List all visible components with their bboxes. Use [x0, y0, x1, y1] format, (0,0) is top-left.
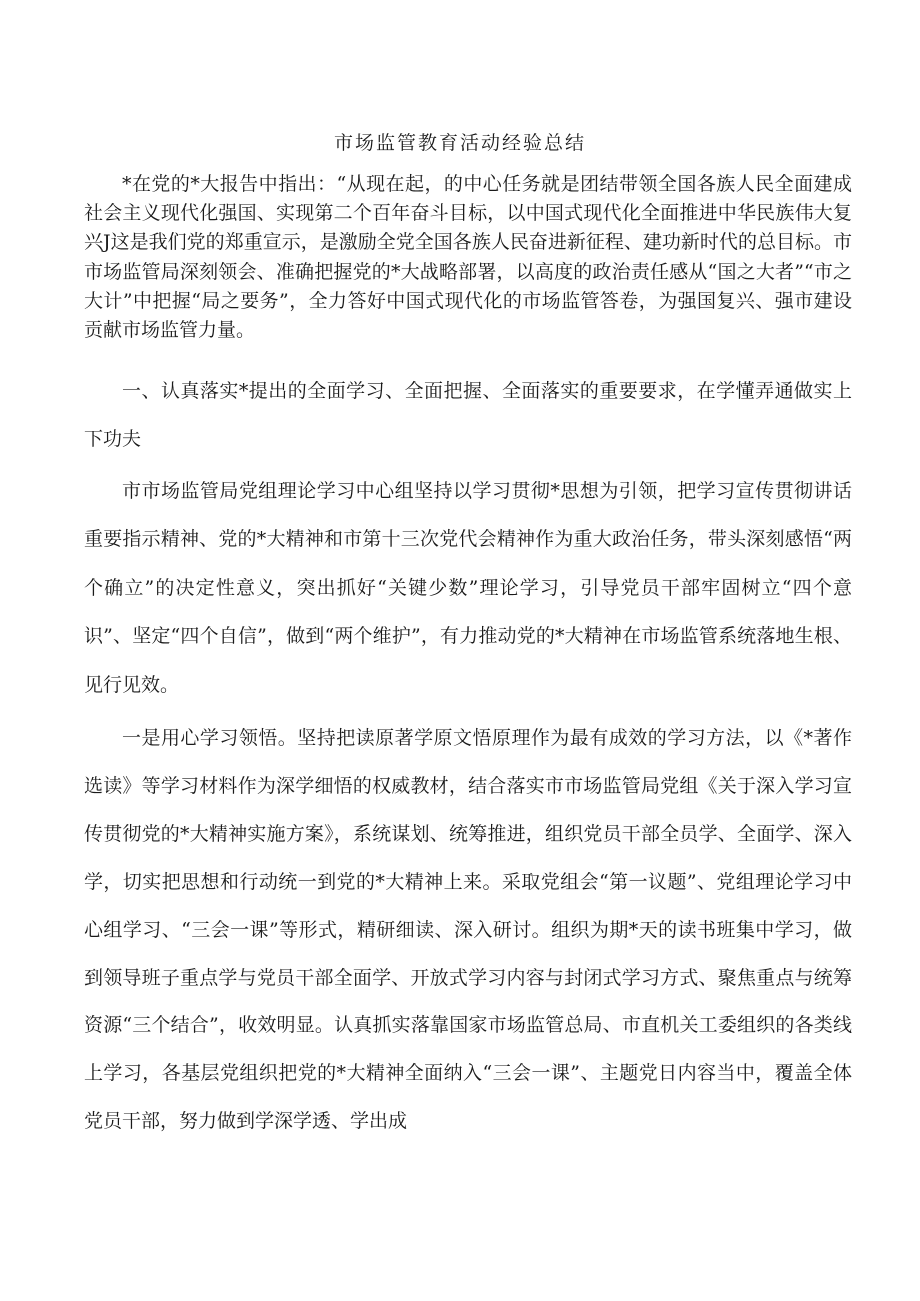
body-paragraph: 一是用心学习领悟。坚持把读原著学原文悟原理作为最有成效的学习方法，以《*著作选读》等学习材料作为深学细悟的权威教材，结合落实市市场监管局党组《关于深入学习宣传贯彻党的*大精神实施方案》，系统谋划、统筹推进，组织党员干部全员学、全面学、深入学，切实把思想和行动统一到党的*大精神上来。采取党组会“第一议题”、党组理论学习中心组学习、“三会一课”等形式，精研细读、深入研讨。组织为期*天的读书班集中学习，做到领导班子重点学与党员干部全面学、开放式学习内容与封闭式学习方式、聚焦重点与统筹资源“三个结合”，收效明显。认真抓实落靠国家市场监管总局、市直机关工委组织的各类线上学习，各基层党组织把党的*大精神全面纳入“三会一课”、主题党日内容当中，覆盖全体党员干部，努力做到学深学透、学出成 — [84, 727, 852, 1133]
body-paragraph: 市市场监管局党组理论学习中心组坚持以学习贯彻*思想为引领，把学习宣传贯彻讲话重要指示精神、党的*大精神和市第十三次党代会精神作为重大政治任务，带头深刻感悟“两个确立”的决定性意义，突出抓好“关键少数”理论学习，引导党员干部牢固树立“四个意识”、坚定“四个自信”，做到“两个维护”，有力推动党的*大精神在市场监管系统落地生根、见行见效。 — [84, 480, 852, 696]
section-heading: 一、认真落实*提出的全面学习、全面把握、全面落实的重要要求，在学懂弄通做实上下功夫 — [84, 380, 852, 450]
intro-paragraph: *在党的*大报告中指出：“从现在起，的中心任务就是团结带领全国各族人民全面建成社会主义现代化强国、实现第二个百年奋斗目标，以中国式现代化全面推进中华民族伟大复兴J这是我们党的郑重宣示，是激励全党全国各族人民奋进新征程、建功新时代的总目标。市市场监管局深刻领会、准确把握党的*大战略部署，以高度的政治责任感从“国之大者”“市之大计”中把握“局之要务”，全力答好中国式现代化的市场监管答卷，为强国复兴、强市建设贡献市场监管力量。 — [84, 173, 852, 342]
document-title: 市场监管教育活动经验总结 — [333, 132, 586, 154]
